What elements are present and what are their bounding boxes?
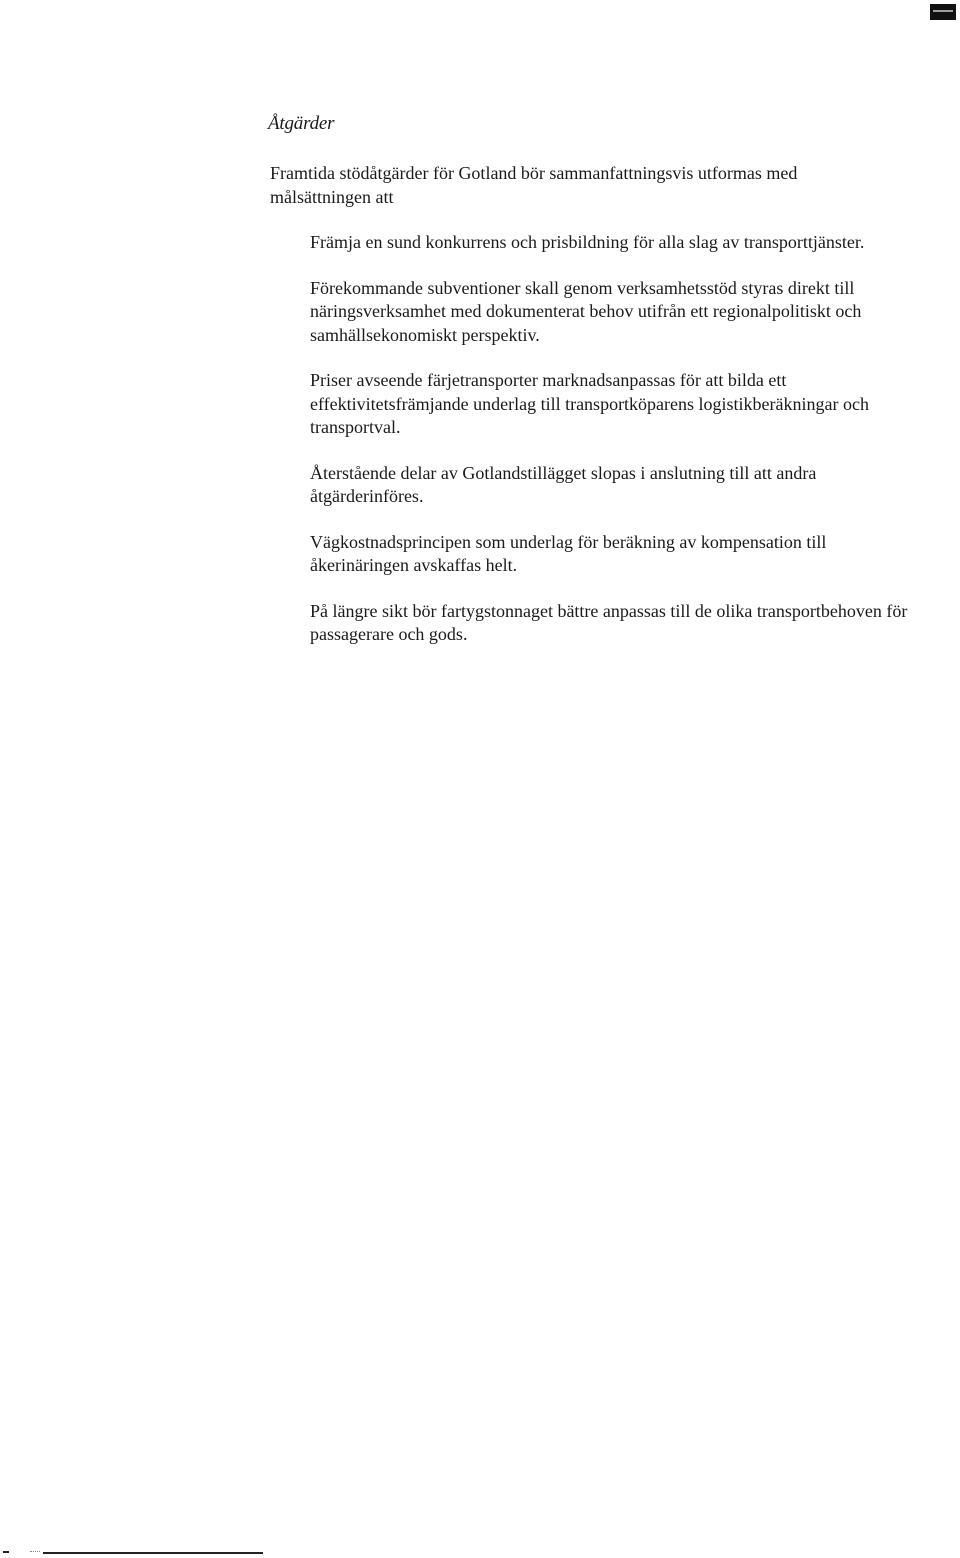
measure-item: Främja en sund konkurrens och prisbildning för alla slag av transporttjänster. bbox=[310, 232, 865, 252]
measure-item: Vägkostnadsprincipen som underlag för beräkning av kompensation till åkerinäringen avskaffas helt. bbox=[310, 531, 827, 575]
measure-item: Priser avseende färjetransporter marknadsanpassas för att bilda ett effektivitetsfrämjande underlag till transportköparens logistikberäkningar och transportval. bbox=[310, 370, 869, 437]
measure-item: Återstående delar av Gotlandstillägget slopas i anslutning till att andra åtgärderinföres. bbox=[310, 462, 817, 506]
footer-dots bbox=[30, 1551, 40, 1553]
measure-item: På längre sikt bör fartygstonnaget bättre anpassas till de olika transportbehoven för passagerare och gods. bbox=[310, 600, 908, 644]
measures-list bbox=[310, 231, 910, 647]
footer-dash bbox=[3, 1551, 9, 1553]
footer-rule bbox=[43, 1552, 263, 1554]
measure-item: Förekommande subventioner skall genom verksamhetsstöd styras direkt till näringsverksamhet med dokumenterat behov utifrån ett regionalpolitiskt och samhällsekonomiskt perspektiv. bbox=[310, 277, 862, 345]
corner-mark-icon bbox=[930, 4, 956, 20]
intro-paragraph: Framtida stödåtgärder för Gotland bör sammanfattningsvis utformas med målsättningen att bbox=[270, 163, 798, 207]
section-heading: Åtgärder bbox=[268, 113, 335, 134]
